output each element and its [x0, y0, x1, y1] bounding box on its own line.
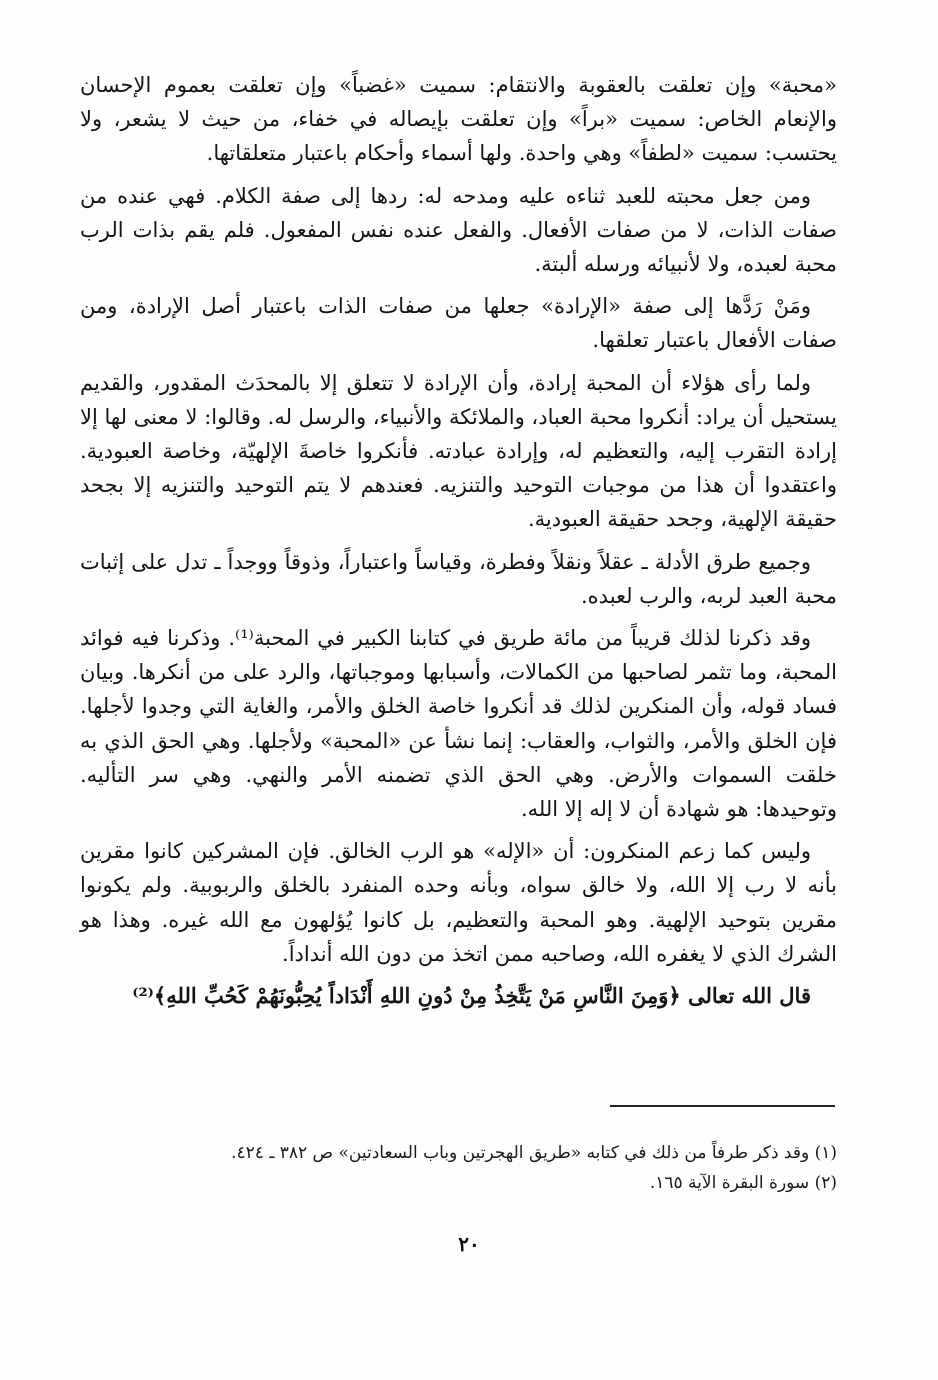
paragraph: ولما رأى هؤلاء أن المحبة إرادة، وأن الإرادة لا تتعلق إلا بالمحدَث المقدور، والقديم يستحيل أن يراد: أنكروا محبة العباد، والملائكة والأنبياء، والرسل له. وقالوا: لا معنى لها إلا إرادة التقرب إليه، والتعظيم له، وإرادة عبادته. فأنكروا خاصةَ الإلهيّة، وخاصة العبودية. واعتقدوا أن هذا من موجبات التوحيد والتنزيه. فعندهم لا يتم التوحيد والتنزيه إلا بجحد حقيقة الإلهية، وجحد حقيقة العبودية.: [80, 370, 837, 532]
footnote-separator: [610, 1105, 835, 1107]
page-number: ٢٠: [458, 1232, 480, 1256]
main-text: [80, 68, 837, 1013]
paragraph: ومَنْ رَدَّها إلى صفة «الإرادة» جعلها من صفات الذات باعتبار أصل الإرادة، ومن صفات الأفعال باعتبار تعلقها.: [80, 294, 837, 353]
footnote: (٢) سورة البقرة الآية ١٦٥.: [649, 1173, 837, 1193]
paragraph: وجميع طرق الأدلة ـ عقلاً ونقلاً وفطرة، وقياساً واعتباراً، وذوقاً ووجداً ـ تدل على إثبات محبة العبد لربه، والرب لعبده.: [80, 549, 837, 608]
paragraph: وليس كما زعم المنكرون: أن «الإله» هو الرب الخالق. فإن المشركين كانوا مقرين بأنه لا رب إلا الله، ولا خالق سواه، وبأنه وحده المنفرد بالخلق والربوبية. ولم يكونوا مقرين بتوحيد الإلهية. وهو المحبة والتعظيم، بل كانوا يُؤلهون مع الله غيره. وهذا هو الشرك الذي لا يغفره الله، وصاحبه ممن اتخذ من دون الله أنداداً.: [80, 839, 837, 966]
quran-verse: قال الله تعالى ﴿وَمِنَ النَّاسِ مَنْ يَتَّخِذُ مِنْ دُونِ اللهِ أَنْدَاداً يُحِبُّونَهُمْ كَحُبِّ اللهِ﴾⁽²⁾: [132, 983, 811, 1009]
paragraph: «محبة» وإن تعلقت بالعقوبة والانتقام: سميت «غضباً» وإن تعلقت بعموم الإحسان والإنعام الخاص: سميت «براً» وإن تعلقت بإيصاله في خفاء، من حيث لا يشعر، ولا يحتسب: سميت «لطفاً» وهي واحدة. ولها أسماء وأحكام باعتبار متعلقاتها.: [80, 73, 837, 166]
footnote: (١) وقد ذكر طرفاً من ذلك في كتابه «طريق الهجرتين وباب السعادتين» ص ٣٨٢ ـ ٤٢٤.: [231, 1143, 837, 1163]
footnotes: [231, 1138, 837, 1198]
paragraph: وقد ذكرنا لذلك قريباً من مائة طريق في كتابنا الكبير في المحبة⁽¹⁾. وذكرنا فيه فوائد المحبة، وما تثمر لصاحبها من الكمالات، وأسبابها وموجباتها، والرد على من أنكرها. وبيان فساد قوله، وأن المنكرين لذلك قد أنكروا خاصة الخلق والأمر، والغاية التي وجدوا لأجلها. فإن الخلق والأمر، والثواب، والعقاب: إنما نشأ عن «المحبة» ولأجلها. وهي الحق الذي به خلقت السموات والأرض. وهي الحق الذي تضمنه الأمر والنهي. وهي سر التأليه. وتوحيدها: هو شهادة أن لا إله إلا الله.: [80, 626, 837, 822]
paragraph: ومن جعل محبته للعبد ثناءه عليه ومدحه له: ردها إلى صفة الكلام. فهي عنده من صفات الذات، لا من صفات الأفعال. والفعل عنده نفس المفعول. فلم يقم بذات الرب محبة لعبده، ولا لأنبيائه ورسله ألبتة.: [80, 183, 837, 277]
